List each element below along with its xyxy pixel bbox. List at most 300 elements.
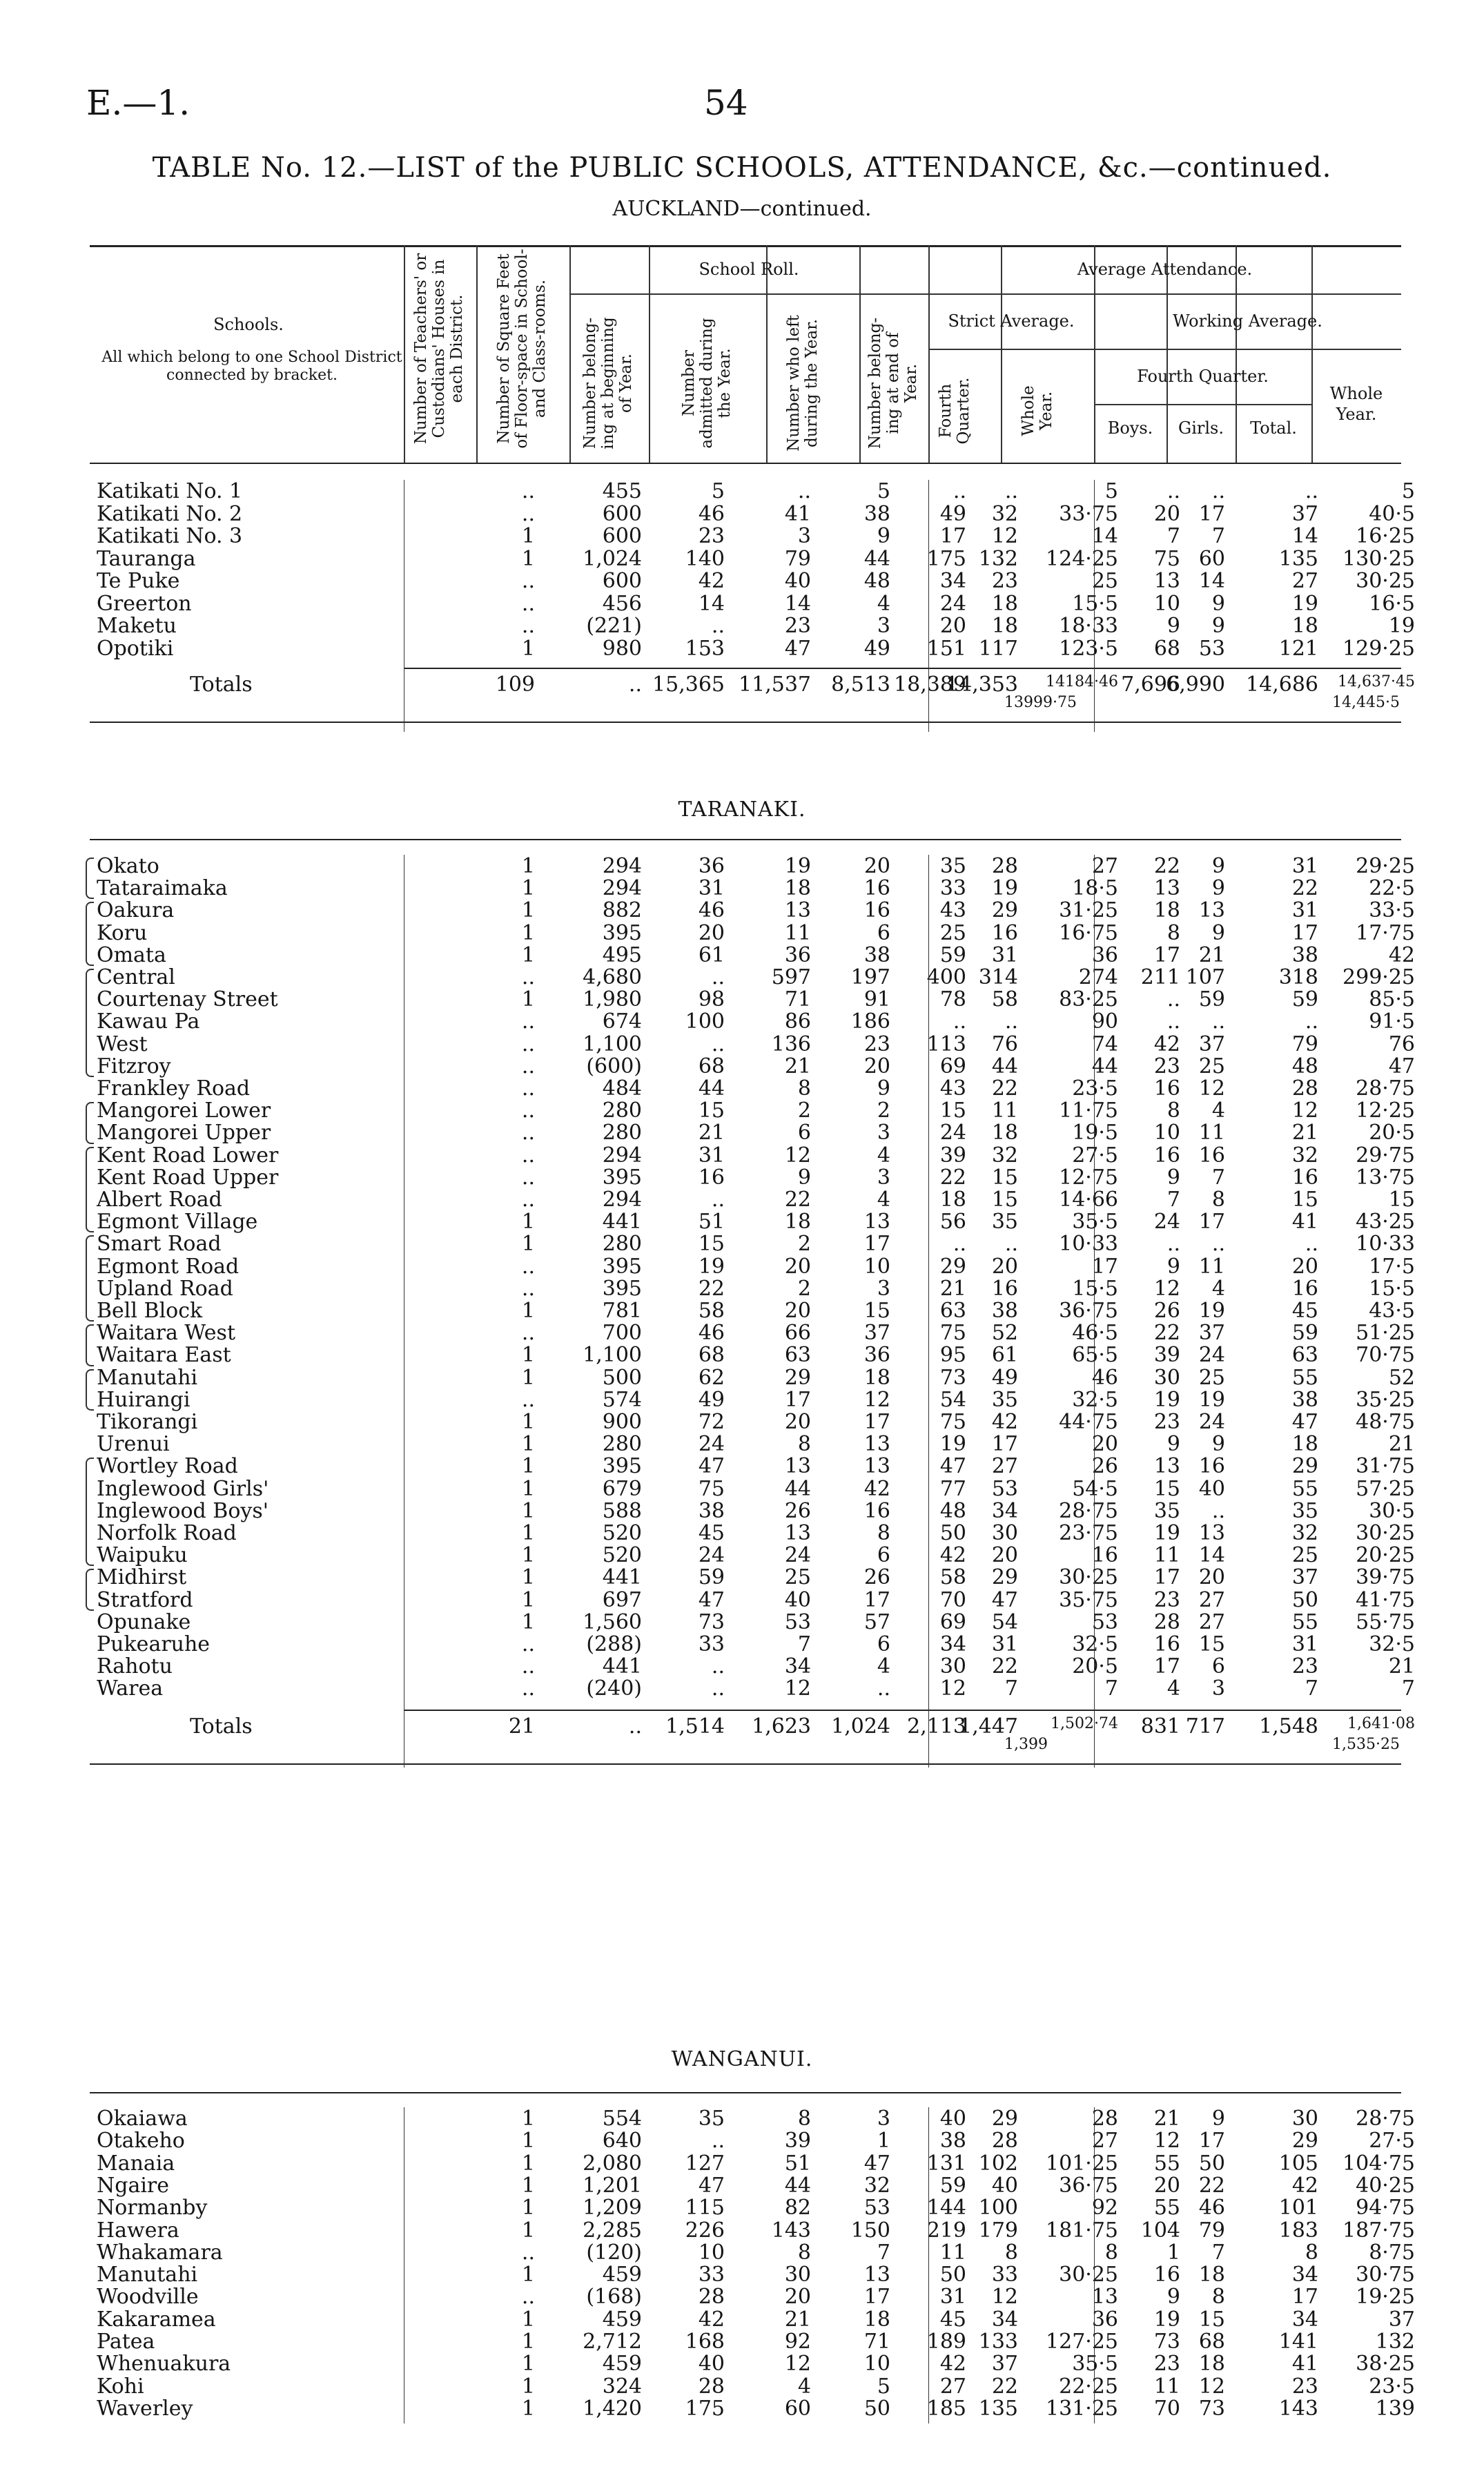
table-row [0,1077,1484,1101]
table-cell: 22 [1198,2173,1225,2198]
table-cell: 1 [521,2263,535,2287]
table-cell: 34 [939,1632,966,1656]
table-cell: 83·25 [1059,987,1118,1012]
table-cell: 28 [1291,1076,1318,1101]
table-cell: 7 [1166,524,1180,548]
body-column-divider [928,855,929,1768]
table-cell: 48·75 [1356,1410,1415,1434]
section-end-rule [90,1763,1401,1765]
school-name: Opunake [97,1609,191,1634]
table-cell: 23·75 [1059,1521,1118,1545]
table-cell: 2,113 [907,1714,966,1739]
table-cell: 143 [771,2218,811,2243]
table-cell: 16 [863,876,890,901]
table-cell: 131·25 [1046,2396,1118,2421]
table-row [0,480,1484,503]
table-cell: 26 [1091,1454,1118,1479]
table-cell: 1,560 [583,1609,642,1634]
table-cell: 294 [602,1143,642,1168]
table-row [0,1677,1484,1701]
table-cell: 75 [939,1321,966,1346]
table-cell: 101·25 [1046,2151,1118,2176]
table-cell: 20 [939,614,966,638]
table-cell: 30·25 [1356,1521,1415,1545]
table-cell: 9 [1211,1432,1225,1457]
page-number: 54 [704,83,748,123]
table-cell: 13 [863,2263,890,2287]
table-cell: 12 [1198,2374,1225,2399]
school-name: Opotiki [97,636,174,661]
table-cell: 9 [1211,876,1225,901]
table-cell: 13·75 [1356,1165,1415,1190]
table-cell: 19 [939,1432,966,1457]
table-cell: .. [953,1232,966,1257]
table-cell: 36 [1091,942,1118,967]
table-cell: 17 [1198,1210,1225,1235]
table-cell: 29·25 [1356,854,1415,878]
table-cell: 10 [863,1254,890,1279]
table-cell: 19·5 [1072,1121,1118,1145]
header-column-divider [476,245,478,463]
whole-year-working-header: Whole Year. [1329,384,1383,424]
left-header: Number who left during the Year. [785,315,821,452]
table-cell: .. [711,614,725,638]
table-cell: 23 [863,1032,890,1056]
table-cell: 68 [698,1343,725,1368]
table-cell: 15,365 [652,672,725,697]
table-row [0,2107,1484,2131]
table-cell: 1 [521,2129,535,2154]
table-cell: 46 [698,1321,725,1346]
school-name: Egmont Village [97,1210,258,1235]
table-cell: 25 [784,1565,811,1590]
table-cell: 314 [978,965,1018,989]
school-name: Katikati No. 1 [97,479,243,503]
table-cell: 26 [863,1565,890,1590]
table-cell: 1 [521,1365,535,1390]
table-cell: 44 [1091,1054,1118,1078]
table-cell: (600) [586,1054,642,1078]
table-cell: 16 [1291,1276,1318,1301]
section-heading: WANGANUI. [671,2047,813,2071]
school-name: Kohi [97,2374,144,2399]
school-name: Frankley Road [97,1076,251,1101]
table-cell: 189 [926,2330,966,2354]
table-cell: 17·75 [1356,920,1415,945]
table-cell: 20 [863,1054,890,1078]
table-cell: 500 [602,1365,642,1390]
table-cell: 44 [784,1476,811,1501]
table-cell: 183 [1278,2218,1318,2243]
table-cell: 115 [685,2196,725,2220]
table-cell: 7 [1305,1676,1318,1701]
table-cell: 181·75 [1046,2218,1118,2243]
table-cell: 23 [1153,1410,1180,1434]
table-cell: 318 [1278,965,1318,989]
table-cell: 781 [602,1299,642,1323]
table-cell: 27 [1291,569,1318,593]
table-cell: 18 [939,1188,966,1212]
table-row [0,2196,1484,2220]
table-row [0,2263,1484,2287]
table-cell: 7 [1166,1188,1180,1212]
table-cell: 54·5 [1072,1476,1118,1501]
table-cell: .. [1166,1232,1180,1257]
table-cell: 8 [797,1432,811,1457]
table-cell: 23·5 [1369,2374,1415,2399]
table-cell: 44 [698,1076,725,1101]
table-cell: 16 [863,898,890,923]
table-cell: 40 [991,2173,1018,2198]
table-cell: 113 [926,1032,966,1056]
table-cell: 76 [991,1032,1018,1056]
table-cell: 37 [1291,501,1318,526]
table-cell: 17 [863,1232,890,1257]
school-name: Upland Road [97,1276,233,1301]
table-cell: 82 [784,2196,811,2220]
table-cell: 16 [1153,2263,1180,2287]
table-cell: (221) [586,614,642,638]
table-cell: 18 [784,1210,811,1235]
school-name: Koru [97,920,148,945]
table-cell: 30 [1153,1365,1180,1390]
school-name: Te Puke [97,569,180,593]
table-cell: 1 [521,854,535,878]
table-cell: 19 [1153,1521,1180,1545]
table-cell: 52 [1388,1365,1415,1390]
table-cell: 44 [784,2173,811,2198]
school-name: Waverley [97,2396,193,2421]
table-cell: .. [711,1188,725,1212]
table-row [0,1478,1484,1501]
table-cell: 19 [1291,591,1318,616]
school-name: Okaiawa [97,2107,188,2131]
table-cell: 1,420 [583,2396,642,2421]
table-cell: 2 [797,1276,811,1301]
table-cell: 22 [698,1276,725,1301]
school-name: Patea [97,2330,155,2354]
table-cell: 600 [602,569,642,593]
table-cell: 19 [991,876,1018,901]
table-cell: 76 [1388,1032,1415,1056]
table-cell: 75 [698,1476,725,1501]
table-cell: 60 [784,2396,811,2421]
table-cell: 30·5 [1369,1498,1415,1523]
table-cell: 2,712 [583,2330,642,2354]
table-cell: 1 [521,2151,535,2176]
table-cell: 20 [784,2285,811,2310]
table-cell: 7 [877,2240,890,2265]
table-cell: 33 [991,2263,1018,2287]
table-cell: .. [953,1009,966,1034]
table-cell: 62 [698,1365,725,1390]
totals-label: Totals [190,672,253,697]
table-cell: 23 [1153,2352,1180,2377]
table-cell: 15·5 [1072,1276,1118,1301]
table-cell: 19 [1198,1299,1225,1323]
table-cell: 4 [877,1143,890,1168]
table-cell: 19 [1198,1387,1225,1412]
table-cell: 15 [698,1099,725,1123]
table-cell: 3 [797,524,811,548]
table-cell: 1 [521,1543,535,1568]
body-column-divider [928,2107,929,2423]
totals-label: Totals [190,1714,253,1739]
table-cell: 59 [939,2173,966,2198]
table-cell: 16 [863,1498,890,1523]
table-cell: 29 [1291,2129,1318,2154]
table-cell: 32 [1291,1143,1318,1168]
totals-rule [404,1710,1401,1711]
table-cell: 1,201 [583,2173,642,2198]
school-name: Kent Road Upper [97,1165,279,1190]
table-cell: 18 [991,1121,1018,1145]
table-cell: 8 [877,1521,890,1545]
table-cell: 43·25 [1356,1210,1415,1235]
table-cell: 35 [991,1210,1018,1235]
table-cell: 25 [1291,1543,1318,1568]
whole-year-strict-header: Whole Year. [1019,385,1055,436]
table-row [0,2152,1484,2176]
table-cell: 31 [991,942,1018,967]
table-cell: 20·5 [1369,1121,1415,1145]
table-cell: 15 [991,1165,1018,1190]
table-cell: 50 [939,1521,966,1545]
table-cell: 8 [797,2240,811,2265]
table-cell: 14 [698,591,725,616]
table-cell: 12 [863,1387,890,1412]
table-cell: 12 [1153,1276,1180,1301]
table-cell: 54 [939,1387,966,1412]
table-cell: 18 [784,876,811,901]
beginning-header: Number belong-ing at beginning of Year. [581,317,635,449]
school-name: Manutahi [97,1365,198,1390]
table-cell: 29 [991,898,1018,923]
table-cell: 45 [698,1521,725,1545]
totals-row [0,673,1484,697]
table-cell: 65·5 [1072,1343,1118,1368]
table-cell: 98 [698,987,725,1012]
table-cell: 1 [521,898,535,923]
table-cell: .. [521,2285,535,2310]
table-cell: 23 [1153,1054,1180,1078]
table-cell: 132 [978,546,1018,571]
table-cell: 55 [1291,1476,1318,1501]
table-cell: .. [521,1387,535,1412]
table-cell: 674 [602,1009,642,1034]
table-cell: 35 [1291,1498,1318,1523]
table-cell: 41 [1291,2352,1318,2377]
table-row [0,2375,1484,2399]
table-cell: 14 [1291,524,1318,548]
table-cell: 19 [1153,1387,1180,1412]
table-cell: 16 [1198,1454,1225,1479]
table-cell: 31 [991,1632,1018,1656]
table-cell: 24 [784,1543,811,1568]
table-cell: 63 [939,1299,966,1323]
table-row [0,1500,1484,1523]
table-cell: 36 [784,942,811,967]
table-cell: 31 [698,876,725,901]
table-cell: 9 [1211,854,1225,878]
table-cell: 20 [863,854,890,878]
strict-rule [928,349,1401,350]
table-cell: 294 [602,1188,642,1212]
district-bracket [86,1458,94,1566]
schools-note: All which belong to one School District connected by bracket. [101,349,402,384]
totals-second-strict: 13999·75 [1004,694,1077,711]
table-cell: 29 [939,1254,966,1279]
table-row [0,615,1484,638]
school-name: Huirangi [97,1387,191,1412]
table-cell: 37 [1388,2307,1415,2332]
table-cell: 45 [1291,1299,1318,1323]
girls-header: Girls. [1178,418,1224,438]
table-cell: 35·25 [1356,1387,1415,1412]
table-cell: 1 [521,1565,535,1590]
table-cell: 717 [1185,1714,1225,1739]
table-row [0,1411,1484,1434]
table-cell: 18 [991,614,1018,638]
table-cell: 20 [784,1410,811,1434]
table-cell: 20·5 [1072,1654,1118,1679]
table-cell: 34 [1291,2307,1318,2332]
table-cell: 123·5 [1059,636,1118,661]
school-name: Midhirst [97,1565,187,1590]
table-cell: .. [521,2240,535,2265]
table-cell: 59 [698,1565,725,1590]
school-name: Tikorangi [97,1410,198,1434]
table-cell: 1 [521,2374,535,2399]
table-cell: 31 [1291,1632,1318,1656]
table-cell: 24 [698,1432,725,1457]
table-cell: 1,548 [1259,1714,1318,1739]
table-cell: 79 [1198,2218,1225,2243]
table-cell: 5 [1104,479,1118,503]
table-cell: 12 [1291,1099,1318,1123]
table-cell: 16 [1153,1143,1180,1168]
school-name: Waipuku [97,1543,188,1568]
table-cell: 47 [1388,1054,1415,1078]
table-cell: 43 [939,1076,966,1101]
table-row [0,637,1484,661]
table-cell: 1,447 [959,1714,1018,1739]
table-cell: 2,080 [583,2151,642,2176]
table-row [0,1299,1484,1323]
table-cell: 17·5 [1369,1254,1415,1279]
table-cell: 17 [1291,2285,1318,2310]
table-cell: 24 [1198,1410,1225,1434]
table-cell: 12 [784,1676,811,1701]
table-cell: 143 [1278,2396,1318,2421]
table-row [0,2241,1484,2265]
table-row [0,592,1484,616]
table-cell: 58 [991,987,1018,1012]
table-cell: 47 [698,1587,725,1612]
table-cell: 1,209 [583,2196,642,2220]
end-header: Number belong-ing at end of Year. [866,317,920,449]
table-cell: 9 [1211,2107,1225,2131]
table-cell: 15 [1388,1188,1415,1212]
table-cell: 4 [877,1654,890,1679]
table-cell: 34 [784,1654,811,1679]
table-cell: .. [521,1076,535,1101]
table-cell: 11 [939,2240,966,2265]
table-cell: 6 [797,1121,811,1145]
table-cell: 10·33 [1356,1232,1415,1257]
table-cell: 16 [1091,1543,1118,1568]
table-cell: 50 [1198,2151,1225,2176]
table-cell: 57·25 [1356,1476,1415,1501]
table-cell: 37 [991,2352,1018,2377]
table-cell: 30 [991,1521,1018,1545]
table-cell: 11 [1198,1254,1225,1279]
body-column-divider [928,480,929,732]
table-cell: 12 [991,524,1018,548]
table-cell: 151 [926,636,966,661]
table-cell: 22·25 [1059,2374,1118,2399]
table-cell: 1 [521,636,535,661]
table-cell: 63 [784,1343,811,1368]
table-cell: 9 [1166,2285,1180,2310]
table-cell: 7 [1104,1676,1118,1701]
table-cell: 28·75 [1356,1076,1415,1101]
table-row [0,1232,1484,1256]
table-cell: .. [521,1254,535,1279]
table-cell: 3 [877,1165,890,1190]
table-cell: 12 [784,2352,811,2377]
table-cell: 1 [521,1299,535,1323]
table-cell: 49 [698,1387,725,1412]
table-cell: 8 [1305,2240,1318,2265]
table-cell: 18,389 [894,672,966,697]
table-cell: 30 [1291,2107,1318,2131]
table-cell: 33 [939,876,966,901]
table-cell: 141 [1278,2330,1318,2354]
table-cell: 185 [926,2396,966,2421]
table-cell: .. [1166,1009,1180,1034]
table-cell: 1,502·74 [1051,1714,1118,1732]
table-cell: 105 [1278,2151,1318,2176]
table-cell: 16 [991,920,1018,945]
table-cell: 3 [877,614,890,638]
table-cell: 44·75 [1059,1410,1118,1434]
table-cell: 1,514 [665,1714,725,1739]
table-cell: 27 [1198,1609,1225,1634]
table-cell: 58 [698,1299,725,1323]
table-row [0,922,1484,945]
school-name: Kakaramea [97,2307,216,2332]
table-cell: 10 [863,2352,890,2377]
table-cell: 18 [863,2307,890,2332]
table-cell: 2,285 [583,2218,642,2243]
table-cell: 6 [877,1632,890,1656]
school-name: Inglewood Girls' [97,1476,269,1501]
table-cell: 55 [1291,1365,1318,1390]
school-name: Stratford [97,1587,193,1612]
table-cell: 59 [939,942,966,967]
table-cell: 14·66 [1059,1188,1118,1212]
table-cell: 441 [602,1654,642,1679]
table-row [0,966,1484,989]
table-cell: 40 [784,569,811,593]
table-cell: 1 [521,942,535,967]
table-cell: 280 [602,1121,642,1145]
table-cell: 32 [863,2173,890,2198]
table-cell: 7 [1211,1165,1225,1190]
table-row [0,1144,1484,1168]
section-heading: TARANAKI. [678,797,806,822]
